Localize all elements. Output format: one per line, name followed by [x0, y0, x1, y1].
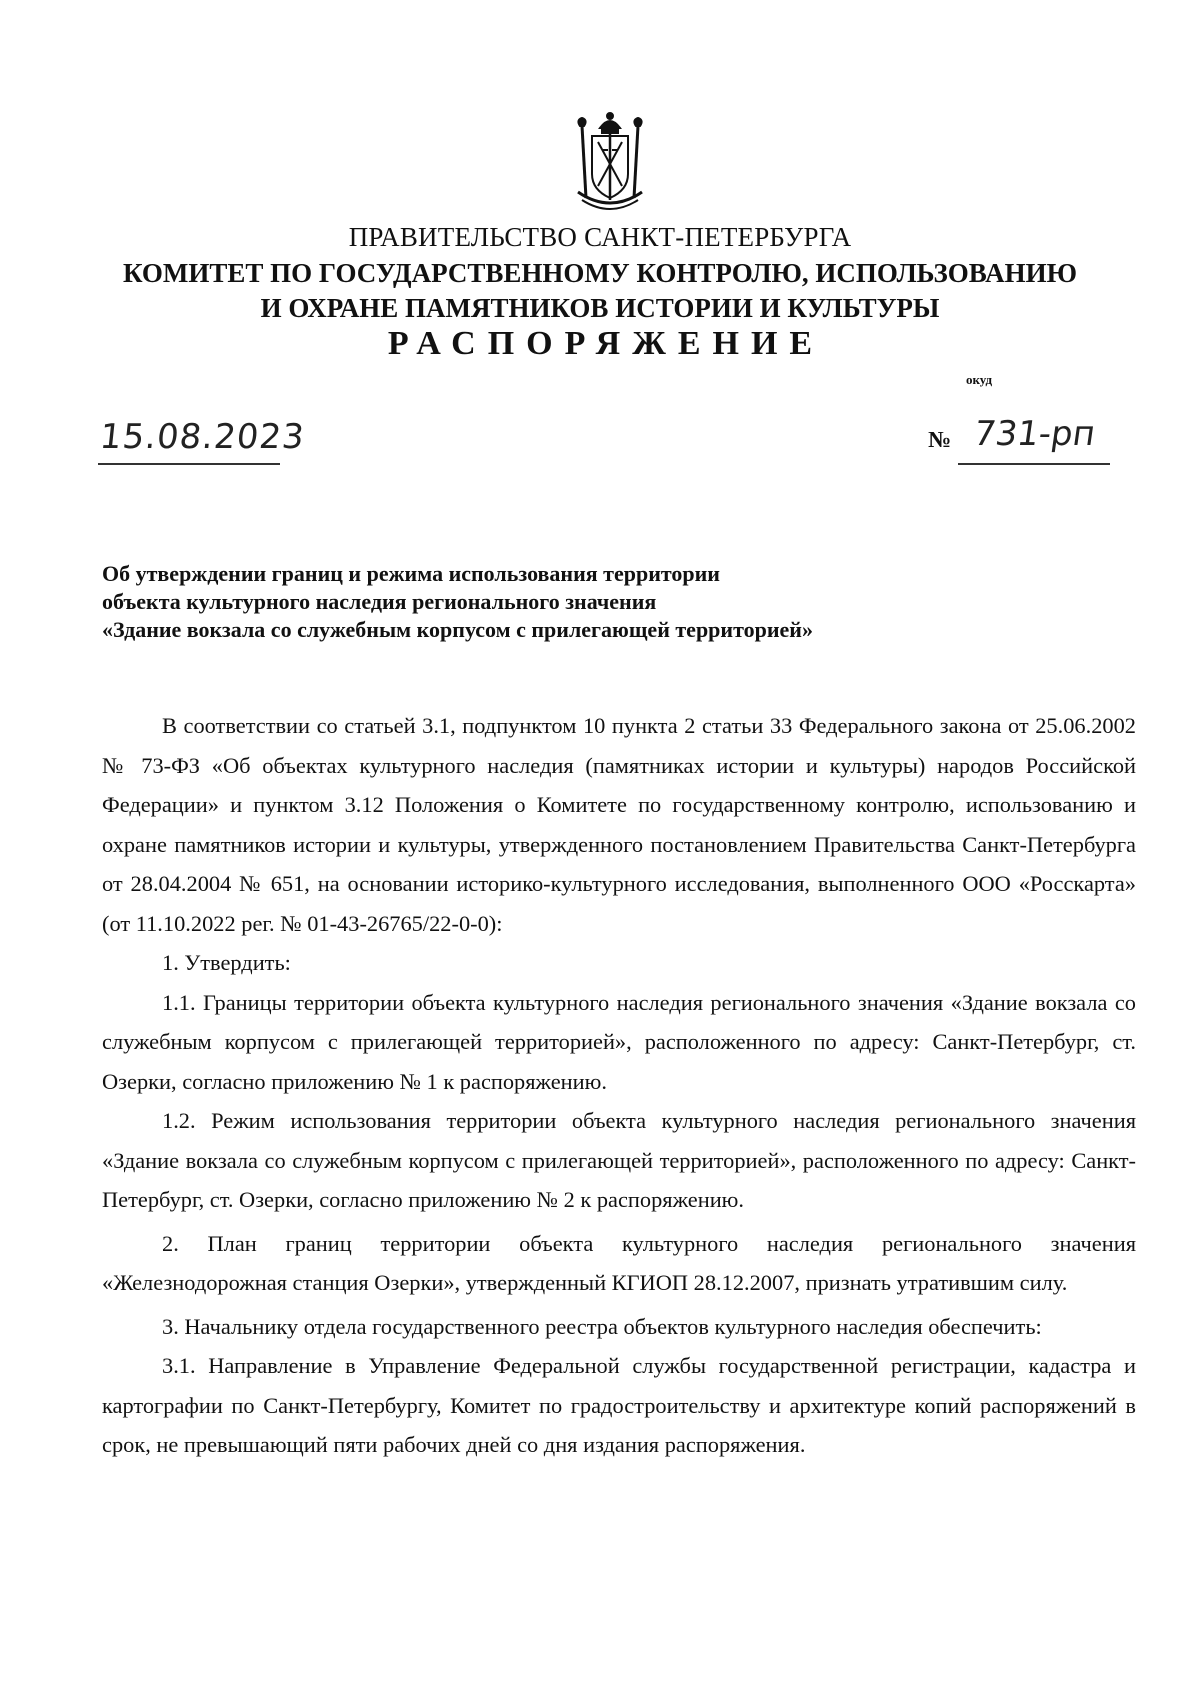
paragraph-preamble: В соответствии со статьей 3.1, подпунктом 10 пункта 2 статьи 33 Федерального закона от 25.06.2002 № 73-ФЗ «Об объектах культурного наследия (памятниках истории и культуры) народов Российской Федерации» и пунктом 3.12 Положения о Комитете по государственному контролю, использованию и охране памятников истории и культуры, утвержденного постановлением Правительства Санкт-Петербурга от 28.04.2004 № 651, на основании историко-культурного исследования, выполненного ООО «Росскарта» (от 11.10.2022 рег. № 01-43-26765/22-0-0): [102, 713, 1136, 936]
paragraph-item-1-1: 1.1. Границы территории объекта культурного наследия регионального значения «Здание вокзала со служебным корпусом с прилегающей территорией», расположенного по адресу: Санкт-Петербург, ст. Озерки, согласно приложению № 1 к распоряжению. [102, 989, 1136, 1094]
paragraph-item-3: 3. Начальнику отдела государственного реестра объектов культурного наследия обеспечить: [162, 1313, 1042, 1339]
paragraph-item-1: 1. Утвердить: [162, 950, 291, 975]
saint-petersburg-coat-of-arms-icon [568, 110, 652, 214]
committee-title [0, 256, 1200, 326]
government-title: ПРАВИТЕЛЬСТВО САНКТ-ПЕТЕРБУРГА [348, 222, 852, 252]
okud-label: окуд [966, 372, 993, 387]
paragraph-item-1-2: 1.2. Режим использования территории объекта культурного наследия регионального значения «Здание вокзала со служебным корпусом с прилегающей территорией», расположенного по адресу: Санкт-Петербург, ст. Озерки, согласно приложению № 2 к распоряжению. [102, 1108, 1136, 1212]
number-underline [958, 463, 1110, 465]
subject-line3: «Здание вокзала со служебным корпусом с прилегающей территорией» [102, 617, 813, 642]
number-label: № [928, 427, 952, 452]
committee-title-line1: КОМИТЕТ ПО ГОСУДАРСТВЕННОМУ КОНТРОЛЮ, ИСПОЛЬЗОВАНИЮ [123, 258, 1077, 288]
subject-line2: объекта культурного наследия регионального значения [102, 589, 657, 614]
document-type: РАСПОРЯЖЕНИЕ [387, 325, 825, 362]
document-subject [102, 560, 813, 644]
paragraph-item-3-1: 3.1. Направление в Управление Федеральной службы государственной регистрации, кадастра и картографии по Санкт-Петербургу, Комитет по градостроительству и архитектуре копий распоряжений в срок, не превышающий пяти рабочих дней со дня издания распоряжения. [102, 1353, 1136, 1457]
date-underline [98, 463, 280, 465]
subject-line1: Об утверждении границ и режима использования территории [102, 561, 720, 586]
document-date: 15.08.2023 [97, 417, 307, 457]
paragraph-item-2: 2. План границ территории объекта культурного наследия регионального значения «Железнодорожная станция Озерки», утвержденный КГИОП 28.12.2007, признать утратившим силу. [102, 1230, 1136, 1295]
document-number: 731-рп [971, 414, 1098, 454]
committee-title-line2: И ОХРАНЕ ПАМЯТНИКОВ ИСТОРИИ И КУЛЬТУРЫ [260, 293, 940, 323]
document-body [102, 706, 1136, 1465]
